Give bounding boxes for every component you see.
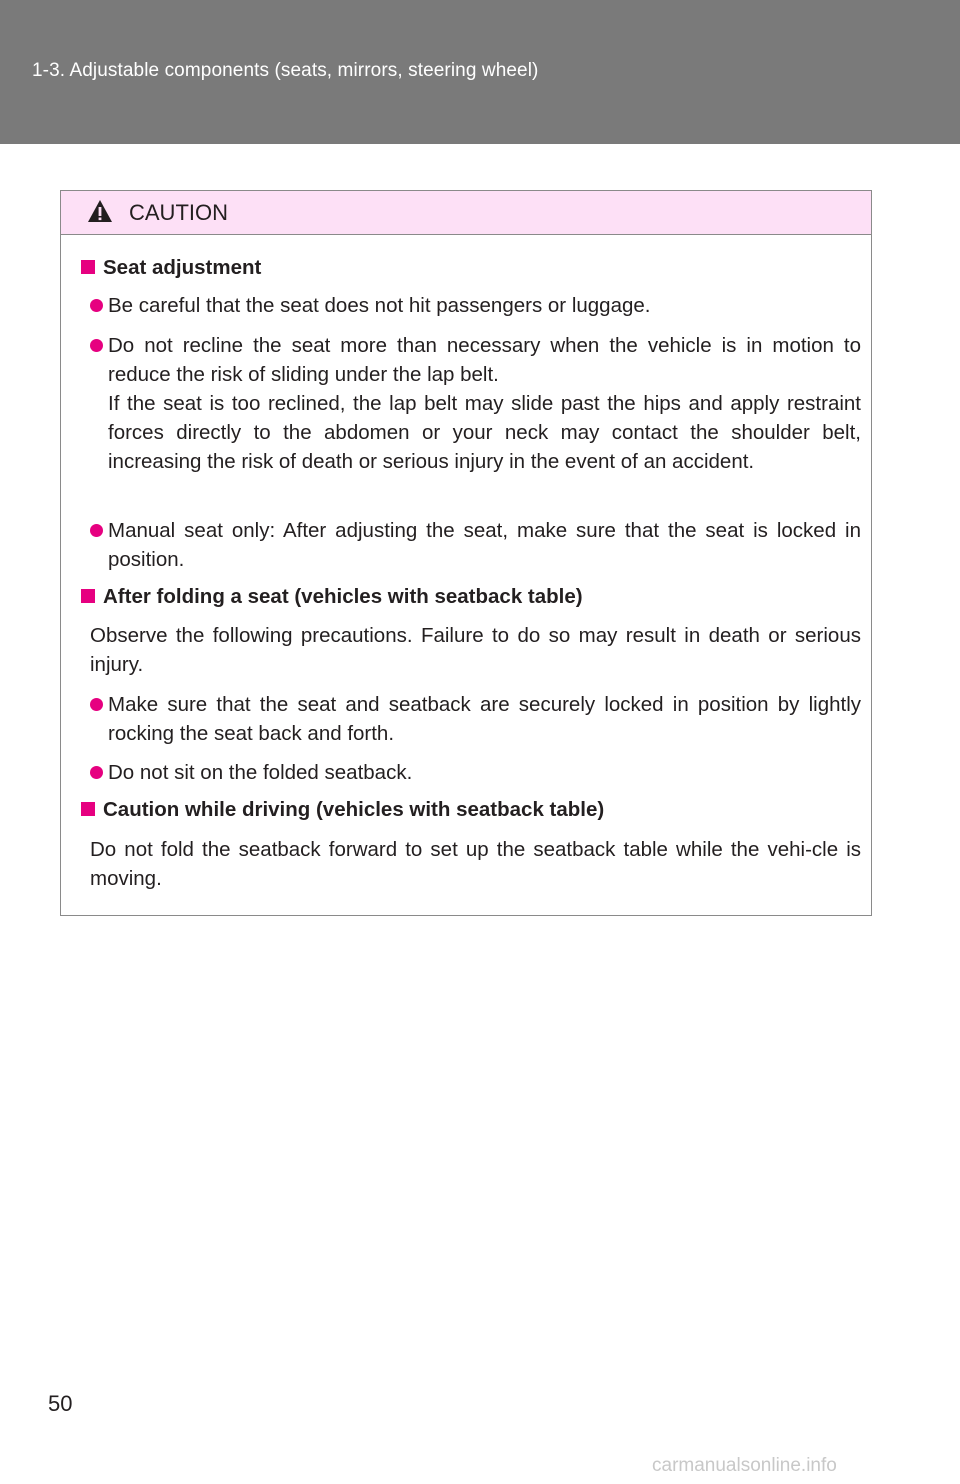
circle-bullet-icon <box>90 299 103 312</box>
list-item: Do not recline the seat more than necessary when the vehicle is in motion to reduce the risk of sliding under the lap belt. If the seat is too reclined, the lap belt may slide past the hips and apply restraint forces directly to the abdomen or your neck may contact the shoulder belt, increasing the risk of death or serious injury in the event of an accident. <box>108 331 861 476</box>
section-title: 1-3. Adjustable components (seats, mirrors, steering wheel) <box>32 60 539 81</box>
square-bullet-icon <box>81 802 95 816</box>
page-header <box>0 0 960 144</box>
caution-box <box>60 190 872 916</box>
circle-bullet-icon <box>90 339 103 352</box>
caution-header <box>61 191 871 235</box>
caution-label: CAUTION <box>129 200 228 225</box>
circle-bullet-icon <box>90 766 103 779</box>
list-item: Manual seat only: After adjusting the seat, make sure that the seat is locked in position. <box>108 516 861 574</box>
square-bullet-icon <box>81 260 95 274</box>
section-heading: Seat adjustment <box>81 253 261 282</box>
paragraph: Do not fold the seatback forward to set up the seatback table while the vehi-cle is moving. <box>90 838 861 890</box>
warning-icon <box>87 199 113 223</box>
circle-bullet-icon <box>90 524 103 537</box>
list-item: Be careful that the seat does not hit passengers or luggage. <box>108 291 861 320</box>
section-heading: Caution while driving (vehicles with seatback table) <box>81 795 604 824</box>
watermark: carmanualsonline.info <box>652 1455 837 1476</box>
list-item: Make sure that the seat and seatback are securely locked in position by lightly rocking the seat back and forth. <box>108 690 861 748</box>
page-number: 50 <box>48 1391 73 1416</box>
list-item: Do not sit on the folded seatback. <box>108 758 861 787</box>
square-bullet-icon <box>81 589 95 603</box>
paragraph: Observe the following precautions. Failure to do so may result in death or serious injury. <box>90 624 861 676</box>
circle-bullet-icon <box>90 698 103 711</box>
section-heading: After folding a seat (vehicles with seatback table) <box>81 582 583 611</box>
